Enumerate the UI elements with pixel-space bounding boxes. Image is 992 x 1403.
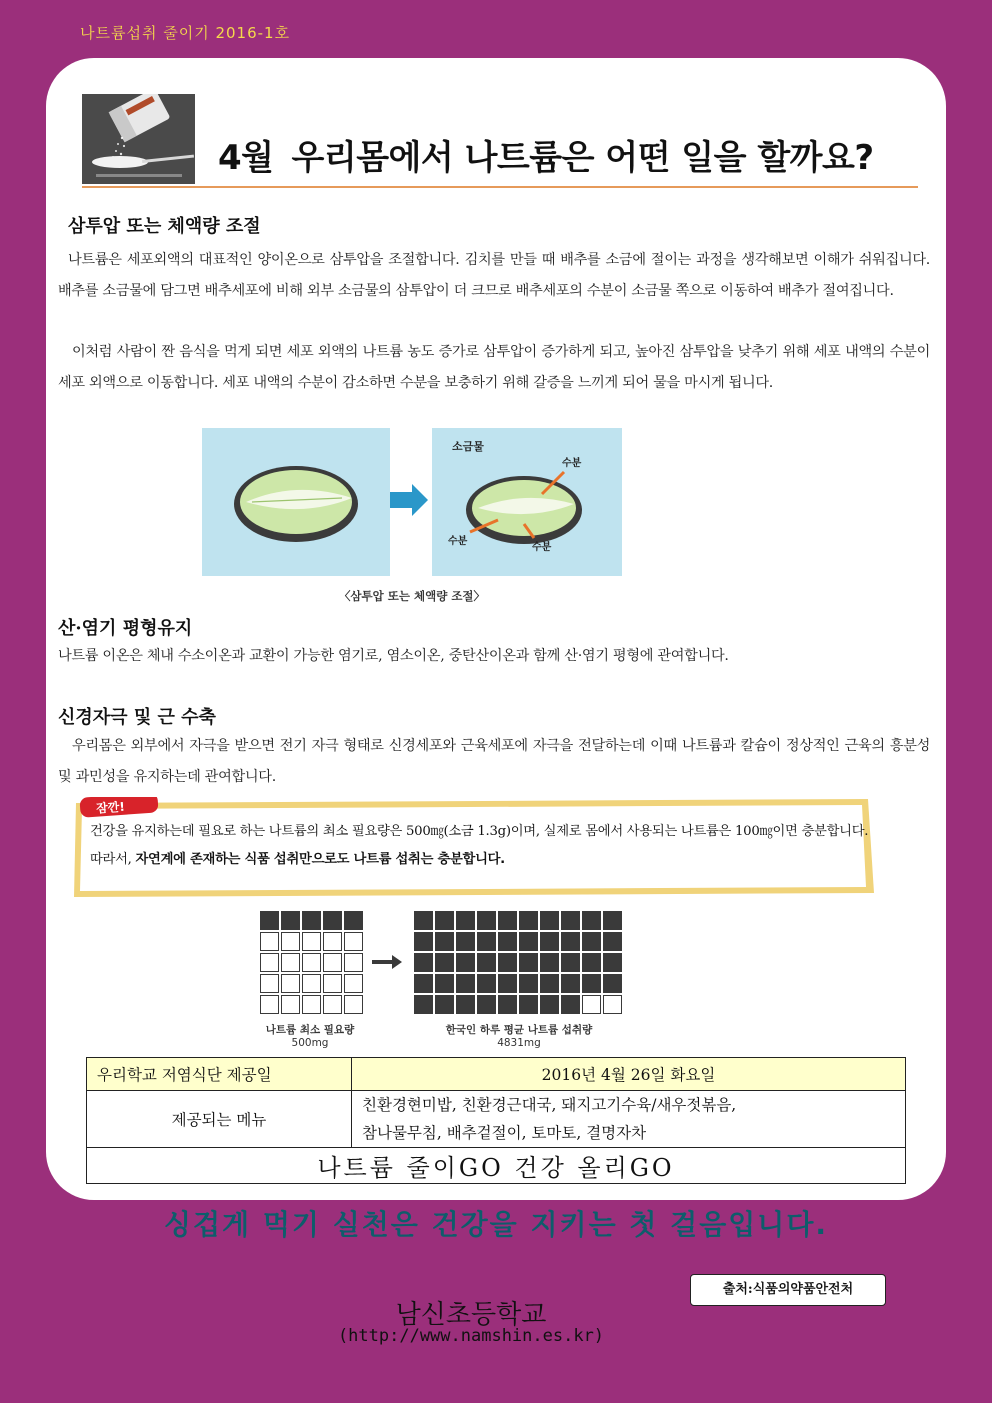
filled-square	[498, 911, 517, 930]
filled-square	[519, 995, 538, 1014]
newsletter-series-label: 나트륨섭취 줄이기 2016-1호	[80, 24, 291, 42]
filled-square	[260, 911, 279, 930]
right-arrow-icon	[390, 484, 428, 516]
filled-square	[435, 932, 454, 951]
filled-square	[435, 911, 454, 930]
filled-square	[477, 953, 496, 972]
empty-square	[323, 953, 342, 972]
filled-square	[540, 974, 559, 993]
filled-square	[561, 953, 580, 972]
section-nerve-muscle-paragraph: 우리몸은 외부에서 자극을 받으면 전기 자극 형태로 신경세포와 근육세포에 자극을 전달하는데 이때 나트륨과 칼슘이 정상적인 근육의 흥분성 및 과민성을 유지하는데 관여합니다.	[58, 738, 930, 785]
figure-caption: 〈삼투압 또는 체액량 조절〉	[338, 589, 486, 603]
school-url: (http://www.namshin.es.kr)	[337, 1326, 605, 1346]
filled-square	[414, 995, 433, 1014]
filled-square	[498, 932, 517, 951]
filled-square	[435, 974, 454, 993]
empty-square	[260, 995, 279, 1014]
section-title-nerve-muscle: 신경자극 및 근 수축	[58, 707, 216, 728]
empty-square	[281, 974, 300, 993]
filled-square	[561, 932, 580, 951]
filled-square	[561, 995, 580, 1014]
title-text: 우리몸에서 나트륨은 어떤 일을 할까요?	[291, 138, 874, 178]
empty-square	[344, 995, 363, 1014]
filled-square	[498, 953, 517, 972]
section-title-acid-base: 산·염기 평형유지	[58, 618, 193, 639]
filled-square	[603, 974, 622, 993]
source-box: 출처:식품의약품안전처	[690, 1274, 886, 1306]
footer-slogan: 싱겁게 먹기 실천은 건강을 지키는 첫 걸음입니다.	[163, 1208, 829, 1241]
empty-square	[323, 995, 342, 1014]
low-salt-menu-table	[86, 1057, 906, 1184]
osmosis-cabbage-figure	[202, 428, 622, 576]
empty-square	[344, 953, 363, 972]
empty-square	[323, 932, 342, 951]
filled-square	[540, 932, 559, 951]
table-menu-line-1: 친환경현미밥, 친환경근대국, 돼지고기수육/새우젓볶음,	[362, 1096, 737, 1114]
filled-square	[477, 974, 496, 993]
cabbage-before-icon	[234, 466, 358, 542]
right-grid-label	[418, 1022, 620, 1049]
empty-square	[281, 995, 300, 1014]
filled-square	[435, 995, 454, 1014]
right-grid-label-value: 4831mg	[497, 1037, 541, 1049]
fig-label-water-3: 수분	[532, 542, 552, 553]
empty-square	[302, 974, 321, 993]
empty-square	[582, 995, 601, 1014]
section-title-osmotic: 삼투압 또는 체액량 조절	[68, 216, 261, 237]
page-title	[218, 130, 874, 179]
empty-square	[260, 932, 279, 951]
filled-square	[435, 953, 454, 972]
filled-square	[561, 911, 580, 930]
left-grid-label-title: 나트륨 최소 필요량	[265, 1024, 355, 1036]
filled-square	[323, 911, 342, 930]
empty-square	[344, 932, 363, 951]
table-date-value: 2016년 4월 26일 화요일	[352, 1058, 906, 1091]
filled-square	[456, 995, 475, 1014]
filled-square	[519, 932, 538, 951]
filled-square	[540, 953, 559, 972]
empty-square	[260, 974, 279, 993]
tip-text	[90, 818, 880, 874]
filled-square	[477, 995, 496, 1014]
filled-square	[281, 911, 300, 930]
section-osmotic-paragraph-2: 이처럼 사람이 짠 음식을 먹게 되면 세포 외액의 나트륨 농도 증가로 삼투압이 증가하게 되고, 높아진 삼투압을 낮추기 위해 세포 내액의 수분이 세포 외액으로 이동합니다. 세포 내액의 수분이 감소하면 수분을 보충하기 위해 갈증을 느끼게 되어 물을 마시게 됩니다.	[58, 344, 930, 391]
filled-square	[344, 911, 363, 930]
empty-square	[260, 953, 279, 972]
filled-square	[582, 974, 601, 993]
right-grid-label-title: 한국인 하루 평균 나트륨 섭취량	[445, 1024, 593, 1036]
table-slogan: 나트륨 줄이GO 건강 올리GO	[87, 1148, 906, 1184]
school-name: 남신초등학교	[395, 1300, 547, 1330]
fig-label-salt-water: 소금물	[452, 440, 484, 453]
filled-square	[540, 911, 559, 930]
title-underline	[82, 186, 918, 188]
filled-square	[498, 995, 517, 1014]
filled-square	[561, 974, 580, 993]
empty-square	[603, 995, 622, 1014]
filled-square	[498, 974, 517, 993]
table-menu-items	[352, 1091, 906, 1148]
tip-text-plain: 건강을 유지하는데 필요로 하는 나트륨의 최소 필요량은 500㎎(소금 1.3g)이며, 실제로 몸에서 사용되는 나트륨은 100㎎이면 충분합니다. 따라서,	[90, 824, 869, 867]
table-menu-line-2: 참나물무침, 배추겉절이, 토마토, 결명자차	[362, 1124, 647, 1142]
filled-square	[456, 932, 475, 951]
filled-square	[582, 911, 601, 930]
empty-square	[302, 995, 321, 1014]
empty-square	[323, 974, 342, 993]
filled-square	[477, 911, 496, 930]
filled-square	[540, 995, 559, 1014]
title-month: 4월	[218, 138, 274, 178]
filled-square	[414, 974, 433, 993]
left-grid-label-value: 500mg	[291, 1037, 329, 1049]
filled-square	[519, 911, 538, 930]
filled-square	[456, 974, 475, 993]
section-osmotic-paragraph-1: 나트륨은 세포외액의 대표적인 양이온으로 삼투압을 조절합니다. 김치를 만들 때 배추를 소금에 절이는 과정을 생각해보면 이해가 쉬워집니다. 배추를 소금물에 담그면 배추세포에 비해 외부 소금물의 삼투압이 더 크므로 배추세포의 수분이 소금물 쪽으로 이동하여 배추가 절여집니다.	[58, 252, 930, 299]
filled-square	[603, 911, 622, 930]
empty-square	[281, 932, 300, 951]
comparison-arrow-icon	[372, 953, 404, 971]
filled-square	[456, 953, 475, 972]
table-label-date: 우리학교 저염식단 제공일	[87, 1058, 352, 1091]
filled-square	[582, 953, 601, 972]
table-label-menu: 제공되는 메뉴	[87, 1091, 352, 1148]
fig-label-water-1: 수분	[562, 458, 582, 469]
fig-label-water-2: 수분	[448, 536, 468, 547]
filled-square	[477, 932, 496, 951]
tip-text-bold: 자연계에 존재하는 식품 섭취만으로도 나트륨 섭취는 충분합니다.	[135, 852, 505, 867]
section-acid-base-paragraph: 나트륨 이온은 체내 수소이온과 교환이 가능한 염기로, 염소이온, 중탄산이온과 함께 산·염기 평형에 관여합니다.	[58, 648, 729, 664]
filled-square	[414, 932, 433, 951]
empty-square	[302, 932, 321, 951]
salt-shaker-illustration	[82, 94, 195, 184]
empty-square	[281, 953, 300, 972]
salt-shaker-image	[82, 94, 195, 184]
empty-square	[302, 953, 321, 972]
filled-square	[414, 911, 433, 930]
filled-square	[519, 953, 538, 972]
filled-square	[302, 911, 321, 930]
filled-square	[414, 953, 433, 972]
tip-badge-text: 잠깐!	[95, 799, 126, 816]
filled-square	[603, 953, 622, 972]
empty-square	[344, 974, 363, 993]
filled-square	[582, 932, 601, 951]
left-grid-label	[244, 1022, 376, 1049]
filled-square	[603, 932, 622, 951]
filled-square	[519, 974, 538, 993]
filled-square	[456, 911, 475, 930]
